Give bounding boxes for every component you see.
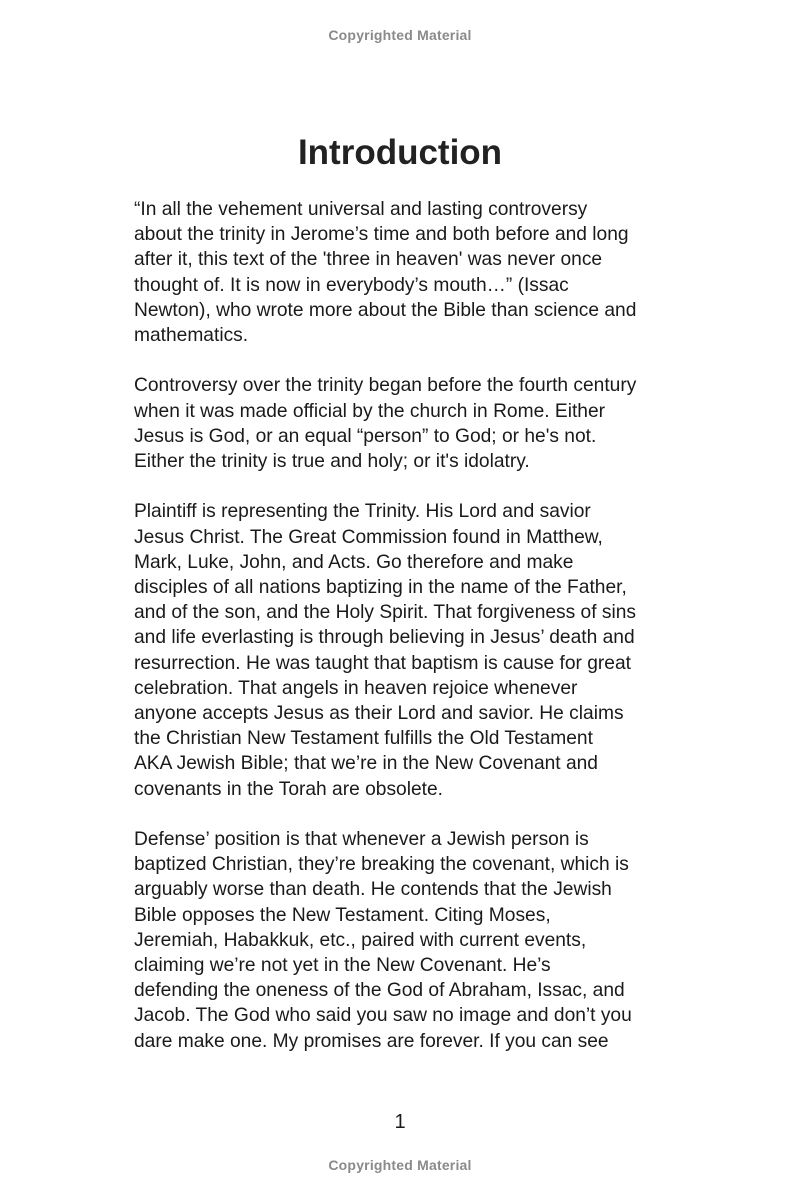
text-line: and of the son, and the Holy Spirit. That forgiveness of sins — [134, 602, 637, 624]
text-line: mathematics. — [134, 325, 249, 347]
paragraph — [134, 827, 674, 1054]
paragraph — [134, 373, 674, 474]
text-line: Defense’ position is that whenever a Jewish person is — [134, 829, 589, 851]
text-line: Controversy over the trinity began before the fourth century — [134, 375, 637, 397]
page-number: 1 — [394, 1111, 406, 1133]
text-line: celebration. That angels in heaven rejoice whenever — [134, 677, 578, 699]
text-line: baptized Christian, they’re breaking the covenant, which is — [134, 854, 629, 876]
body-text — [134, 197, 674, 1079]
text-line: Jacob. The God who said you saw no image and don’t you — [134, 1005, 632, 1027]
text-line: after it, this text of the 'three in heaven' was never once — [134, 249, 603, 271]
copyright-watermark-top: Copyrighted Material — [328, 27, 472, 43]
paragraph — [134, 197, 674, 348]
text-line: thought of. It is now in everybody’s mouth…” (Issac — [134, 274, 569, 296]
text-line: disciples of all nations baptizing in the name of the Father, — [134, 577, 627, 599]
page-title: Introduction — [297, 133, 503, 172]
text-line: claiming we’re not yet in the New Covenant. He’s — [134, 955, 551, 977]
text-line: Jesus is God, or an equal “person” to God; or he's not. — [134, 425, 597, 447]
text-line: Bible opposes the New Testament. Citing Moses, — [134, 904, 551, 926]
text-line: defending the oneness of the God of Abraham, Issac, and — [134, 980, 625, 1002]
text-line: arguably worse than death. He contends that the Jewish — [134, 879, 612, 901]
text-line: Newton), who wrote more about the Bible than science and — [134, 299, 637, 321]
text-line: “In all the vehement universal and lasting controversy — [134, 199, 588, 220]
paragraph — [134, 499, 674, 801]
text-line: about the trinity in Jerome’s time and both before and long — [134, 224, 629, 246]
text-line: resurrection. He was taught that baptism is cause for great — [134, 652, 631, 674]
text-line: the Christian New Testament fulfills the Old Testament — [134, 728, 593, 750]
text-line: Either the trinity is true and holy; or it's idolatry. — [134, 451, 530, 473]
text-line: Jesus Christ. The Great Commission found in Matthew, — [134, 526, 603, 548]
text-line: and life everlasting is through believing in Jesus’ death and — [134, 627, 635, 649]
copyright-watermark-bottom: Copyrighted Material — [328, 1157, 472, 1173]
text-line: AKA Jewish Bible; that we’re in the New Covenant and — [134, 753, 598, 775]
text-line: anyone accepts Jesus as their Lord and savior. He claims — [134, 703, 624, 725]
text-line: Plaintiff is representing the Trinity. His Lord and savior — [134, 501, 591, 523]
text-line: Mark, Luke, John, and Acts. Go therefore and make — [134, 551, 574, 573]
text-line: Jeremiah, Habakkuk, etc., paired with current events, — [134, 929, 587, 951]
text-line: covenants in the Torah are obsolete. — [134, 778, 443, 800]
text-line: dare make one. My promises are forever. If you can see — [134, 1030, 609, 1052]
text-line: when it was made official by the church in Rome. Either — [134, 400, 606, 422]
